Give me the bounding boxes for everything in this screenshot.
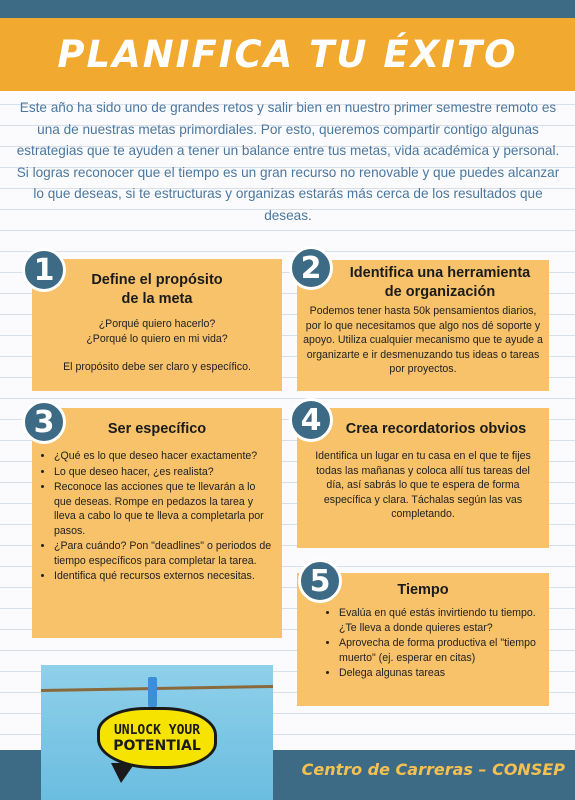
step-2-body: Podemos tener hasta 50k pensamientos diarios, por lo que necesitamos que algo nos dé soporte y apoyo. Utiliza cualquier mecanismo que te ayude a organizarte e ir desmenuzando tus ideas o tareas por proyectos. <box>303 305 543 375</box>
step-1-title-line2: de la meta <box>121 291 193 307</box>
unlock-potential-image <box>41 665 273 800</box>
step-3-card <box>32 408 282 638</box>
step-1-title-line1: Define el propósito <box>91 272 223 288</box>
step-4-card <box>297 408 549 548</box>
list-item: • Identifica qué recursos externos necesitas. <box>54 569 276 584</box>
step-1-card <box>32 259 282 391</box>
step-1-question-2: ¿Porqué lo quiero en mi vida? <box>86 332 228 345</box>
step-5-number-badge: 5 <box>298 559 342 603</box>
step-4-number-badge: 4 <box>289 398 333 442</box>
page-title: PLANIFICA TU ÉXITO <box>57 33 518 76</box>
step-4-title: Crea recordatorios obvios <box>345 421 527 437</box>
list-item: • Delega algunas tareas <box>339 666 539 681</box>
step-2-number-badge: 2 <box>289 246 333 290</box>
step-2-title-line2: de organización <box>384 284 496 300</box>
speech-bubble <box>97 707 217 769</box>
step-2-card <box>297 260 549 391</box>
title-banner <box>0 18 575 91</box>
intro-paragraph: Este año ha sido uno de grandes retos y salir bien en nuestro primer semestre remoto es una de nuestras metas primordiales. Por esto, queremos compartir contigo algunas estrategias que te ayuden a tener un balance entre tus metas, vida académica y personal. Si logras reconocer que el tiempo es un gran recurso no renovable y que puedes alcanzar lo que deseas, si te estructuras y organizas estarás más cerca de los resultados que deseas. <box>16 100 560 223</box>
step-1-number-badge: 1 <box>22 248 66 292</box>
list-item: • Aprovecha de forma productiva el "tiempo muerto" (ej. esperar en citas) <box>339 636 539 665</box>
step-1-note: El propósito debe ser claro y específico. <box>63 361 251 373</box>
list-item: • Evalúa en qué estás invirtiendo tu tiempo. ¿Te lleva a donde quieres estar? <box>339 606 539 635</box>
clothespin-graphic <box>148 677 157 707</box>
footer-credit: Centro de Carreras – CONSEP <box>301 760 565 779</box>
step-3-title: Ser específico <box>107 421 207 437</box>
step-3-list <box>32 449 282 584</box>
step-3-number-badge: 3 <box>22 400 66 444</box>
list-item: • Reconoce las acciones que te llevarán a lo que deseas. Rompe en pedazos la tarea y lleva a cabo lo que te lleva a completarla por pasos. <box>54 480 276 538</box>
image-text-line2: POTENTIAL <box>113 737 201 754</box>
step-5-list <box>297 606 549 681</box>
step-5-title: Tiempo <box>397 582 449 598</box>
list-item: • ¿Qué es lo que deseo hacer exactamente? <box>54 449 276 464</box>
list-item: • ¿Para cuándo? Pon "deadlines" o periodos de tiempo específicos para completar la tarea. <box>54 539 276 568</box>
top-bar <box>0 0 575 18</box>
step-1-question-1: ¿Porqué quiero hacerlo? <box>98 318 216 330</box>
rope-graphic <box>41 685 273 692</box>
list-item: • Lo que deseo hacer, ¿es realista? <box>54 465 276 480</box>
image-text-line1: UNLOCK YOUR <box>113 722 201 738</box>
step-2-title-line1: Identifica una herramienta <box>349 265 531 281</box>
step-4-body: Identifica un lugar en tu casa en el que te fijes todas las mañanas y coloca allí tus tareas del día, así sabrás lo que te espera de forma específica y clara. Táchalas según las vas completando. <box>315 450 531 520</box>
